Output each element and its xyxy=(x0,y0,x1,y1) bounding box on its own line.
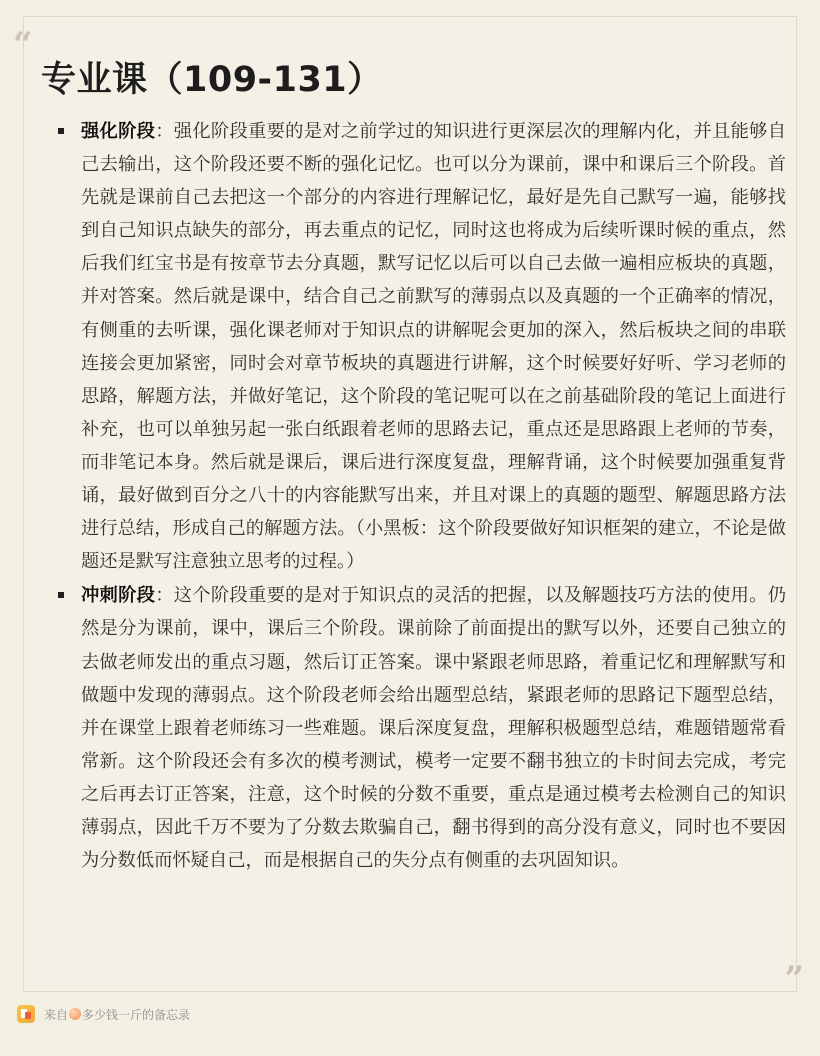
list-item xyxy=(58,579,786,877)
footer-source-name: 多少钱一斤的备忘录 xyxy=(82,1007,191,1022)
item-body: ：这个阶段重要的是对于知识点的灵活的把握，以及解题技巧方法的使用。仍然是分为课前，课中，课后三个阶段。课前除了前面提出的默写以外，还要自己独立的去做老师发出的重点习题，然后订正答案。课中紧跟老师思路，着重记忆和理解默写和做题中发现的薄弱点。这个阶段老师会给出题型总结，紧跟老师的思路记下题型总结，并在课堂上跟着老师练习一些难题。课后深度复盘，理解积极题型总结，难题错题常看常新。这个阶段还会有多次的模考测试，模考一定要不翻书独立的卡时间去完成，考完之后再去订正答案，注意，这个时候的分数不重要，重点是通过模考去检测自己的知识薄弱点，因此千万不要为了分数去欺骗自己，翻书得到的高分没有意义，同时也不要因为分数低而怀疑自己，而是根据自己的失分点有侧重的去巩固知识。 xyxy=(81,585,787,872)
content-list xyxy=(58,115,786,878)
notes-app-icon xyxy=(17,1005,35,1023)
item-body: ：强化阶段重要的是对之前学过的知识进行更深层次的理解内化，并且能够自己去输出，这个阶段还要不断的强化记忆。也可以分为课前，课中和课后三个阶段。首先就是课前自己去把这一个部分的内容进行理解记忆，最好是先自己默写一遍，能够找到自己知识点缺失的部分，再去重点的记忆，同时这也将成为后续听课时候的重点，然后我们红宝书是有按章节去分真题，默写记忆以后可以自己去做一遍相应板块的真题，并对答案。然后就是课中，结合自己之前默写的薄弱点以及真题的一个正确率的情况，有侧重的去听课，强化课老师对于知识点的讲解呢会更加的深入，然后板块之间的串联连接会更加紧密，同时会对章节板块的真题进行讲解，这个时候要好好听、学习老师的思路，解题方法，并做好笔记，这个阶段的笔记呢可以在之前基础阶段的笔记上面进行补充，也可以单独另起一张白纸跟着老师的思路去记，重点还是思路跟上老师的节奏，而非笔记本身。然后就是课后，课后进行深度复盘，理解背诵，这个时候要加强重复背诵，最好做到百分之八十的内容能默写出来，并且对课上的真题的题型、解题思路方法进行总结，形成自己的解题方法。（小黑板：这个阶段要做好知识框架的建立，不论是做题还是默写注意独立思考的过程。） xyxy=(81,121,787,573)
item-heading: 冲刺阶段 xyxy=(81,585,156,607)
list-item xyxy=(58,115,786,578)
open-quote-icon: “ xyxy=(13,25,33,65)
page-title: 专业课（109-131） xyxy=(41,60,383,100)
item-heading: 强化阶段 xyxy=(81,121,156,142)
close-quote-icon: ” xyxy=(784,959,804,999)
bullet-icon xyxy=(58,592,64,598)
footer-prefix: 来自 xyxy=(44,1007,69,1022)
footer-source[interactable] xyxy=(17,1005,190,1023)
peach-emoji-icon xyxy=(69,1008,81,1020)
bullet-icon xyxy=(58,128,64,134)
